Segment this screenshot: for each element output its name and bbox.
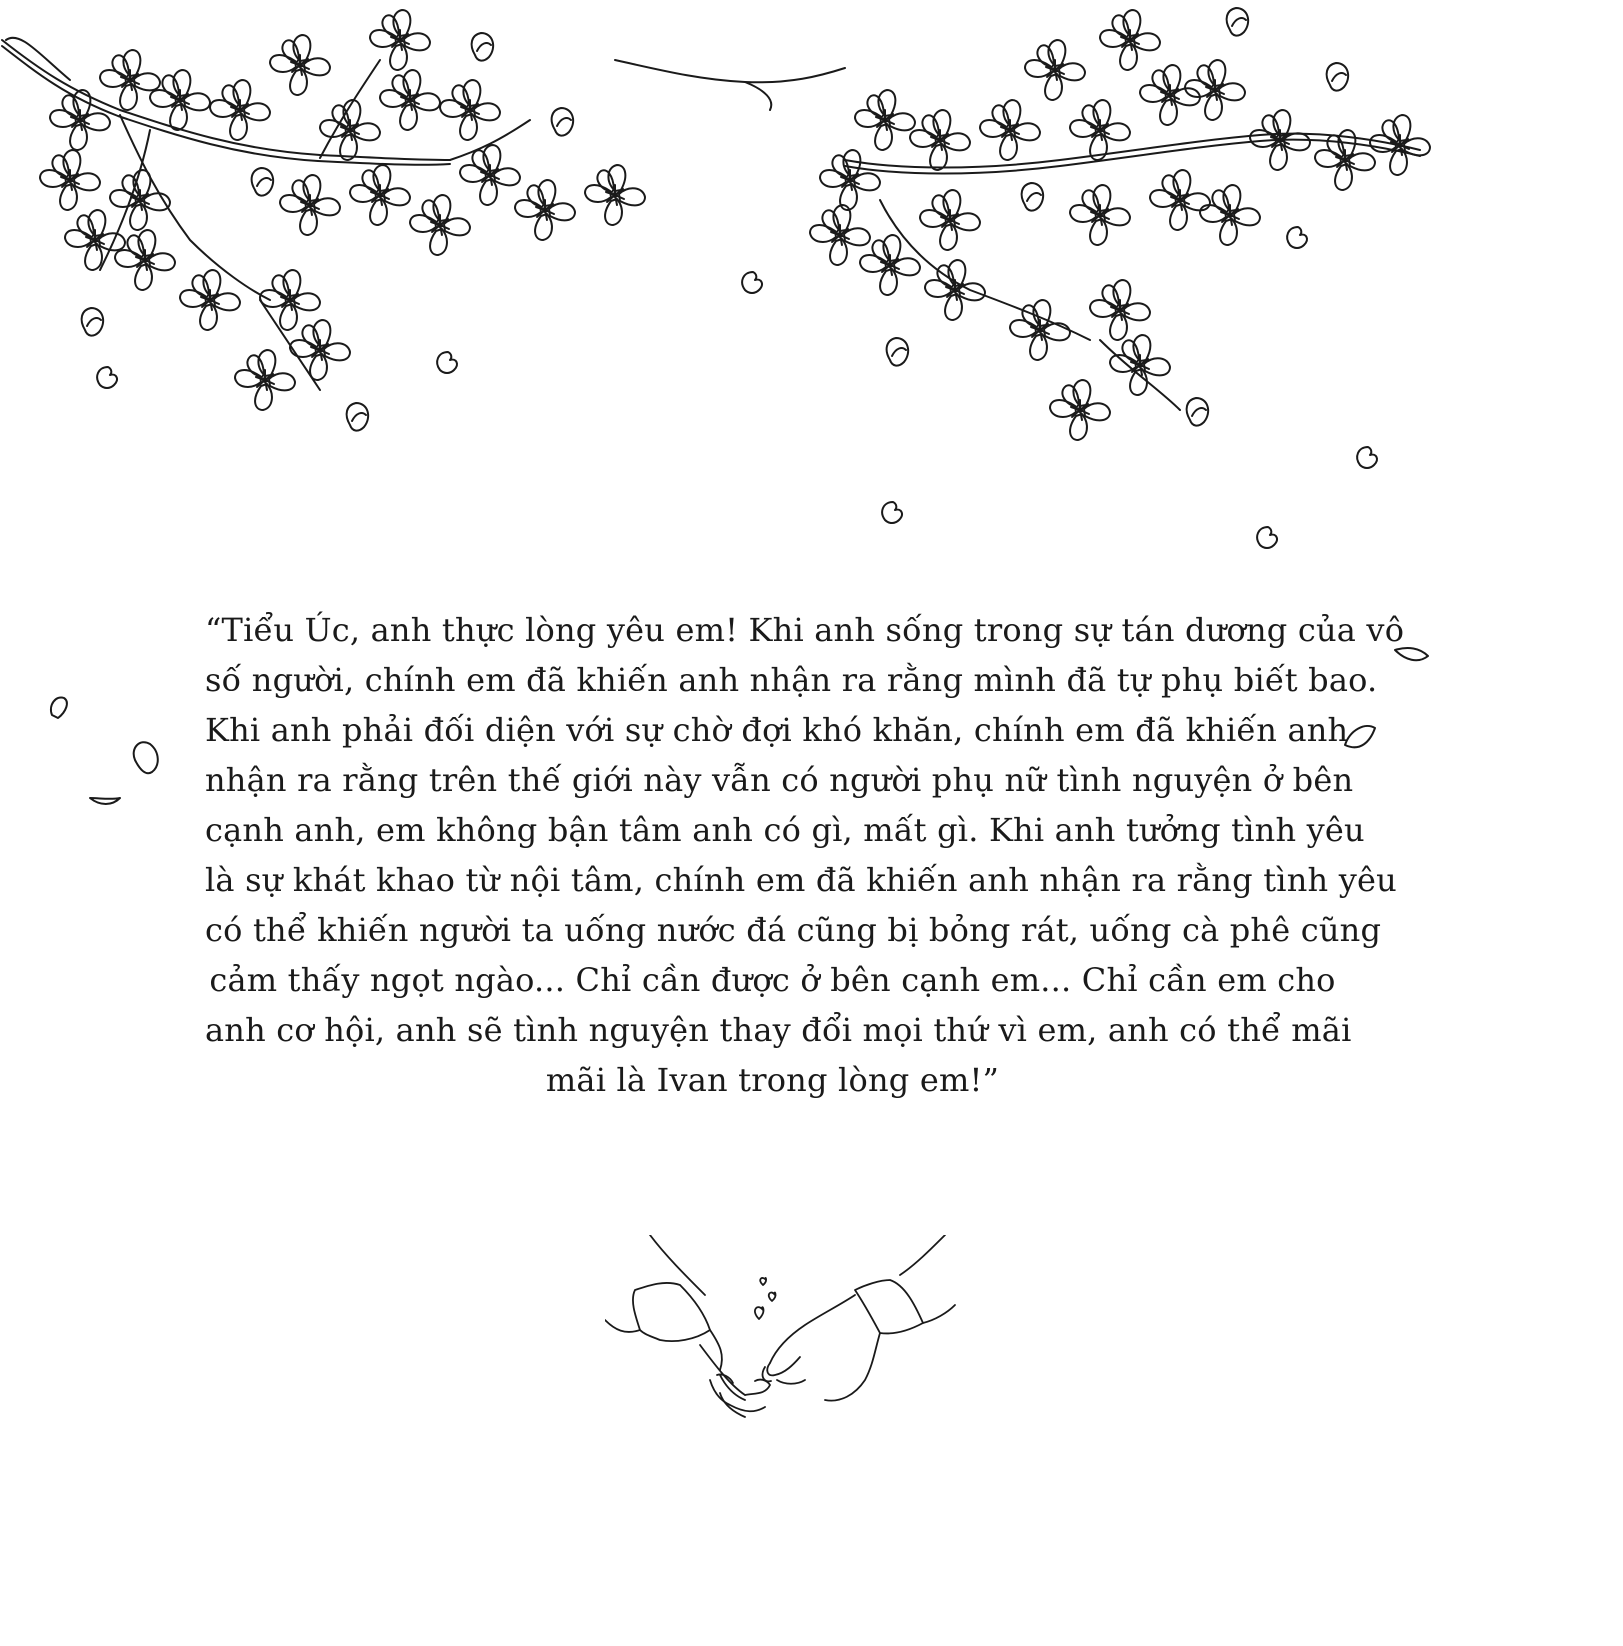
quote-line: Khi anh phải đối diện với sự chờ đợi khó khăn, chính em đã khiến anh xyxy=(205,711,1349,749)
quote-line: “Tiểu Úc, anh thực lòng yêu em! Khi anh sống trong sự tán dương của vô xyxy=(205,611,1405,649)
quote-line: số người, chính em đã khiến anh nhận ra rằng mình đã tự phụ biết bao. xyxy=(205,661,1378,699)
quote-line: mãi là Ivan trong lòng em!” xyxy=(545,1061,1000,1099)
quote-paragraph xyxy=(205,605,1405,1105)
quote-line: là sự khát khao từ nội tâm, chính em đã khiến anh nhận ra rằng tình yêu xyxy=(205,861,1397,899)
quote-line: cảm thấy ngọt ngào... Chỉ cần được ở bên cạnh em... Chỉ cần em cho xyxy=(209,961,1336,999)
quote-line: nhận ra rằng trên thế giới này vẫn có người phụ nữ tình nguyện ở bên xyxy=(205,761,1354,799)
quote-line: có thể khiến người ta uống nước đá cũng bị bỏng rát, uống cà phê cũng xyxy=(205,911,1382,949)
quote-line: cạnh anh, em không bận tâm anh có gì, mất gì. Khi anh tưởng tình yêu xyxy=(205,811,1365,849)
holding-hands-illustration xyxy=(605,1235,985,1459)
quote-line: anh cơ hội, anh sẽ tình nguyện thay đổi mọi thứ vì em, anh có thể mãi xyxy=(205,1011,1352,1049)
